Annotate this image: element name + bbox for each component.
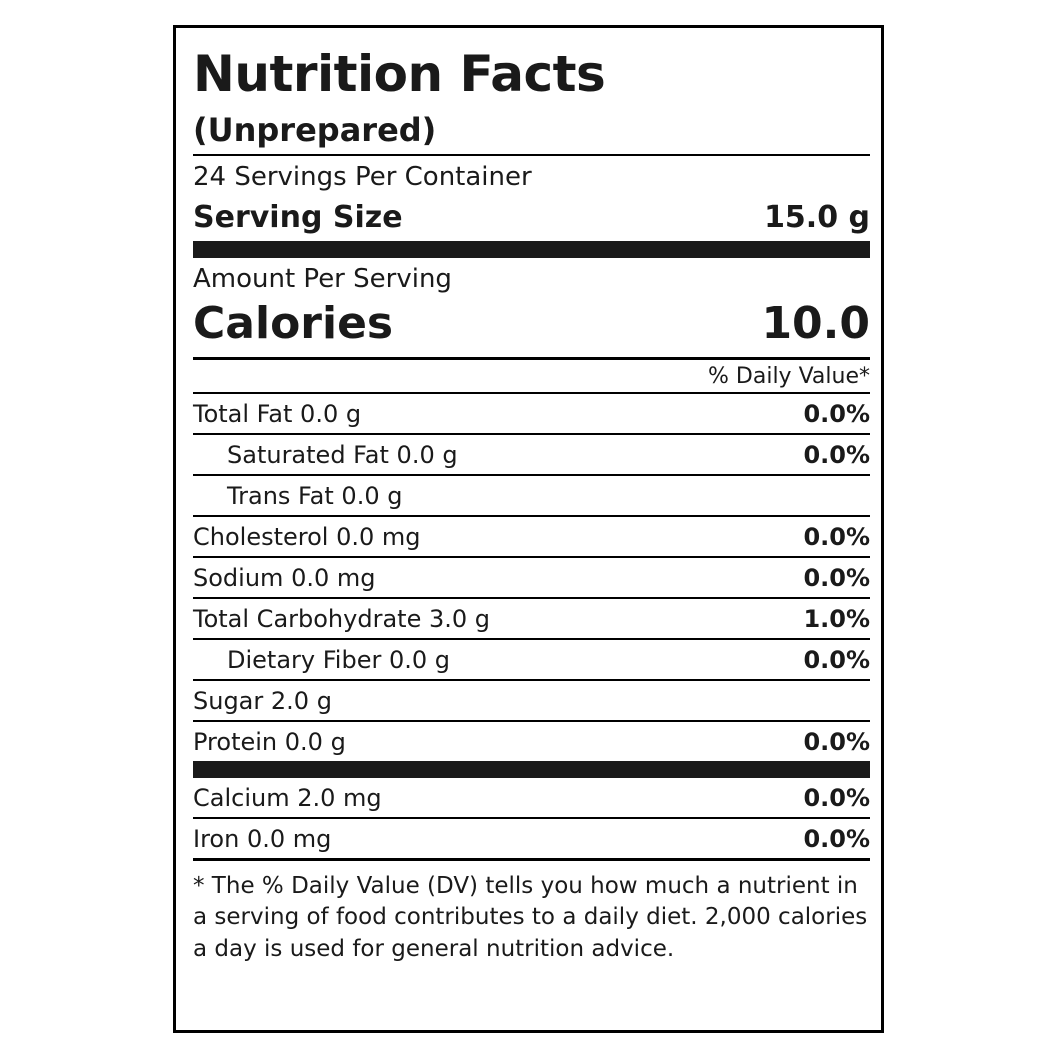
label-subtitle: (Unprepared) — [193, 110, 437, 149]
divider-thick-top — [193, 241, 870, 258]
nutrient-amount: 0.0 g — [284, 727, 346, 756]
table-row — [193, 558, 870, 597]
table-row — [193, 394, 870, 433]
nutrient-list — [193, 392, 870, 761]
nutrient-amount: 0.0 g — [300, 399, 362, 428]
nutrient-name: Iron — [193, 824, 240, 853]
serving-size-value: 15.0 g — [764, 199, 870, 235]
calories-row — [193, 296, 870, 357]
nutrient-label — [227, 646, 450, 674]
servings-per-container: 24 Servings Per Container — [193, 161, 532, 192]
table-row — [193, 640, 870, 679]
serving-size-row — [193, 196, 870, 241]
daily-value-header: % Daily Value* — [708, 363, 870, 389]
nutrient-label — [227, 441, 458, 469]
nutrient-amount: 2.0 mg — [297, 783, 382, 812]
daily-value-footnote: * The % Daily Value (DV) tells you how much a nutrient in a serving of food contributes to a daily diet. 2,000 calories a day is used for general nutrition advice. — [193, 872, 868, 963]
nutrient-name: Calcium — [193, 783, 290, 812]
nutrient-amount: 0.0 mg — [336, 522, 421, 551]
nutrient-label — [193, 605, 490, 633]
nutrient-dv: 0.0% — [803, 563, 870, 592]
nutrient-label — [193, 687, 332, 715]
nutrient-amount: 0.0 g — [388, 645, 450, 674]
page-title: Nutrition Facts — [193, 45, 606, 103]
nutrient-dv: 0.0% — [803, 645, 870, 674]
nutrition-facts-panel — [173, 25, 884, 1033]
nutrient-dv: 0.0% — [803, 824, 870, 853]
nutrient-name: Total Carbohydrate — [193, 604, 422, 633]
nutrient-name: Total Fat — [193, 399, 293, 428]
table-row — [193, 722, 870, 761]
nutrient-label — [193, 523, 421, 551]
nutrient-name: Trans Fat — [227, 481, 334, 510]
table-row — [193, 819, 870, 858]
nutrient-name: Saturated Fat — [227, 440, 389, 469]
nutrient-dv: 0.0% — [803, 783, 870, 812]
nutrient-dv: 0.0% — [803, 727, 870, 756]
nutrient-amount: 3.0 g — [428, 604, 490, 633]
nutrient-amount: 0.0 g — [396, 440, 458, 469]
nutrient-name: Protein — [193, 727, 278, 756]
table-row — [193, 681, 870, 720]
calories-value: 10.0 — [761, 297, 870, 349]
nutrient-label — [193, 564, 375, 592]
nutrient-label — [193, 728, 346, 756]
table-row — [193, 435, 870, 474]
calories-label: Calories — [193, 297, 394, 349]
nutrient-label — [227, 482, 402, 510]
nutrient-amount: 0.0 g — [341, 481, 403, 510]
amount-per-serving-label: Amount Per Serving — [193, 263, 452, 294]
nutrient-dv: 0.0% — [803, 440, 870, 469]
mineral-list — [193, 778, 870, 861]
nutrient-label — [193, 825, 331, 853]
nutrient-name: Sodium — [193, 563, 284, 592]
nutrient-amount: 0.0 mg — [291, 563, 376, 592]
table-row — [193, 778, 870, 817]
nutrient-name: Sugar — [193, 686, 264, 715]
nutrient-dv: 0.0% — [803, 522, 870, 551]
nutrient-dv: 0.0% — [803, 399, 870, 428]
table-row — [193, 517, 870, 556]
table-row — [193, 476, 870, 515]
nutrition-facts-content — [193, 38, 870, 966]
divider-thick-minerals — [193, 761, 870, 778]
nutrient-amount: 2.0 g — [270, 686, 332, 715]
nutrient-label — [193, 784, 382, 812]
table-row — [193, 599, 870, 638]
serving-size-label: Serving Size — [193, 199, 403, 235]
nutrient-name: Dietary Fiber — [227, 645, 382, 674]
nutrient-label — [193, 400, 361, 428]
nutrient-dv: 1.0% — [803, 604, 870, 633]
nutrient-name: Cholesterol — [193, 522, 329, 551]
nutrient-amount: 0.0 mg — [246, 824, 332, 853]
